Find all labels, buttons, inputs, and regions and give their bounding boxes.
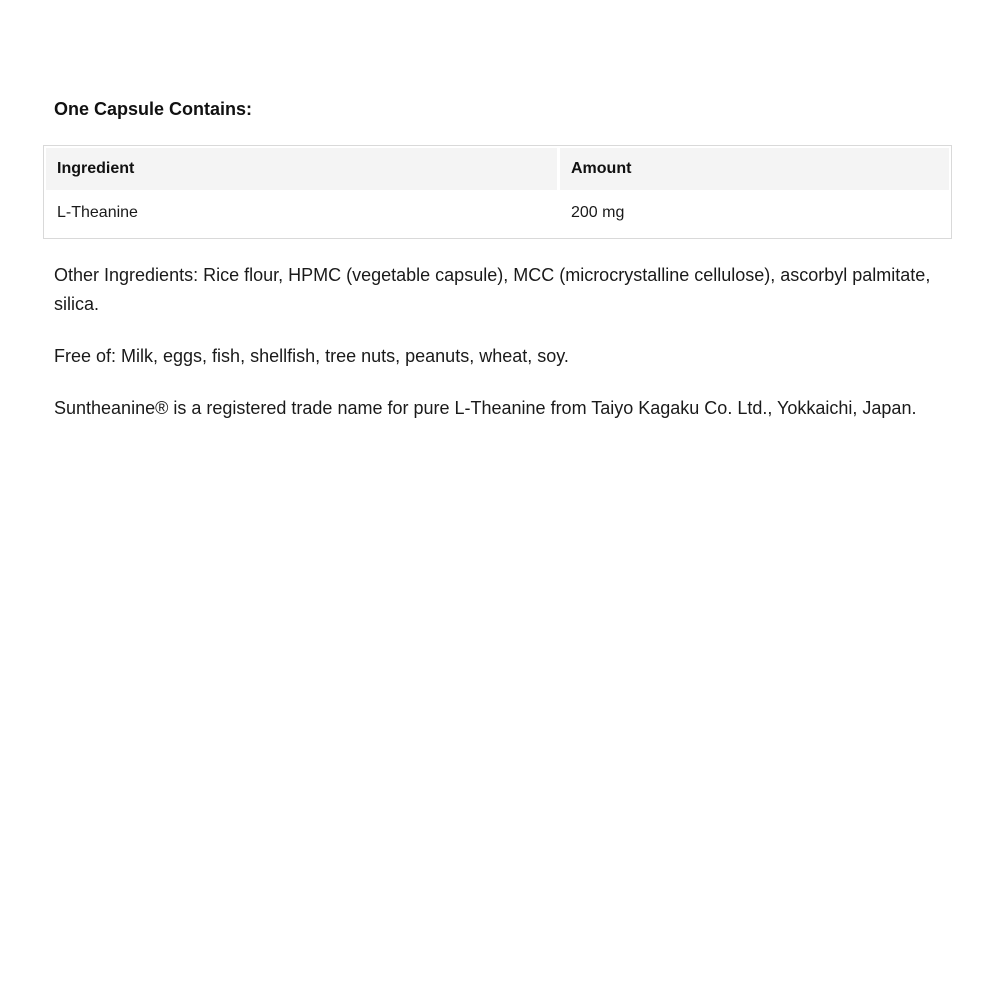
table-header-row <box>46 148 949 190</box>
cell-amount: 200 mg <box>571 204 625 221</box>
trademark-notice-text: Suntheanine® is a registered trade name for pure L-Theanine from Taiyo Kagaku Co. Ltd., Yokkaichi, Japan. <box>54 398 917 418</box>
other-ingredients-text: Other Ingredients: Rice flour, HPMC (vegetable capsule), MCC (microcrystalline cellulose), ascorbyl palmitate, silica. <box>54 265 931 314</box>
ingredients-table <box>43 148 952 236</box>
ingredients-table-container <box>43 145 952 239</box>
column-header-amount: Amount <box>560 148 949 190</box>
column-header-ingredient: Ingredient <box>46 148 557 190</box>
section-heading: One Capsule Contains: <box>54 99 253 119</box>
free-of-text: Free of: Milk, eggs, fish, shellfish, tree nuts, peanuts, wheat, soy. <box>54 346 569 366</box>
table-row <box>46 190 949 236</box>
cell-ingredient: L-Theanine <box>57 204 138 221</box>
